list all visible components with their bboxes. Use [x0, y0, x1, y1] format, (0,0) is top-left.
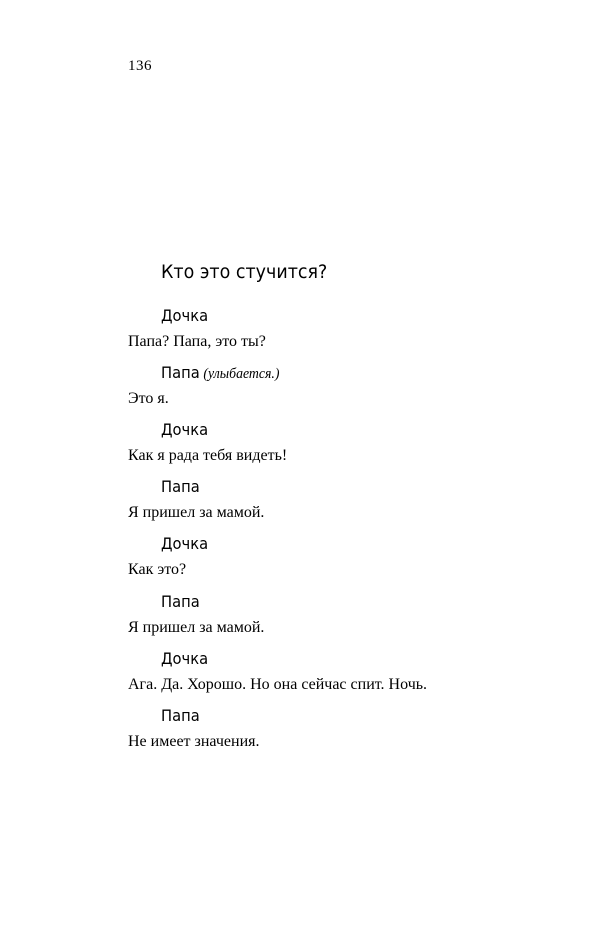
speaker-label: Дочка — [161, 306, 209, 325]
dialogue-line: Я пришел за мамой. — [128, 504, 265, 521]
speaker-name — [161, 420, 208, 440]
speaker-label: Дочка — [161, 649, 209, 668]
speaker-name — [161, 363, 279, 384]
dialogue-line: Папа? Папа, это ты? — [128, 333, 266, 350]
stage-direction: (улыбается.) — [203, 366, 280, 382]
speaker-name — [161, 592, 200, 612]
speaker-name — [161, 306, 208, 326]
dialogue-line: Как это? — [128, 561, 187, 578]
dialogue-line: Как я рада тебя видеть! — [128, 447, 288, 464]
dialogue-line: Ага. Да. Хорошо. Но она сейчас спит. Ночь. — [128, 676, 428, 693]
speaker-name — [161, 534, 208, 554]
dialogue-line: Я пришел за мамой. — [128, 619, 265, 636]
speaker-name — [161, 477, 200, 497]
speaker-label: Папа — [161, 363, 200, 382]
speaker-name — [161, 706, 200, 726]
speaker-label: Дочка — [161, 420, 209, 439]
speaker-name — [161, 649, 208, 669]
speaker-label: Папа — [161, 477, 200, 496]
speaker-label: Папа — [161, 592, 200, 611]
page-number: 136 — [128, 58, 152, 74]
dialogue-line: Не имеет значения. — [128, 733, 260, 750]
scene-title: Кто это стучится? — [161, 261, 328, 283]
speaker-label: Папа — [161, 706, 200, 725]
dialogue-line: Это я. — [128, 390, 169, 407]
speaker-label: Дочка — [161, 534, 209, 553]
